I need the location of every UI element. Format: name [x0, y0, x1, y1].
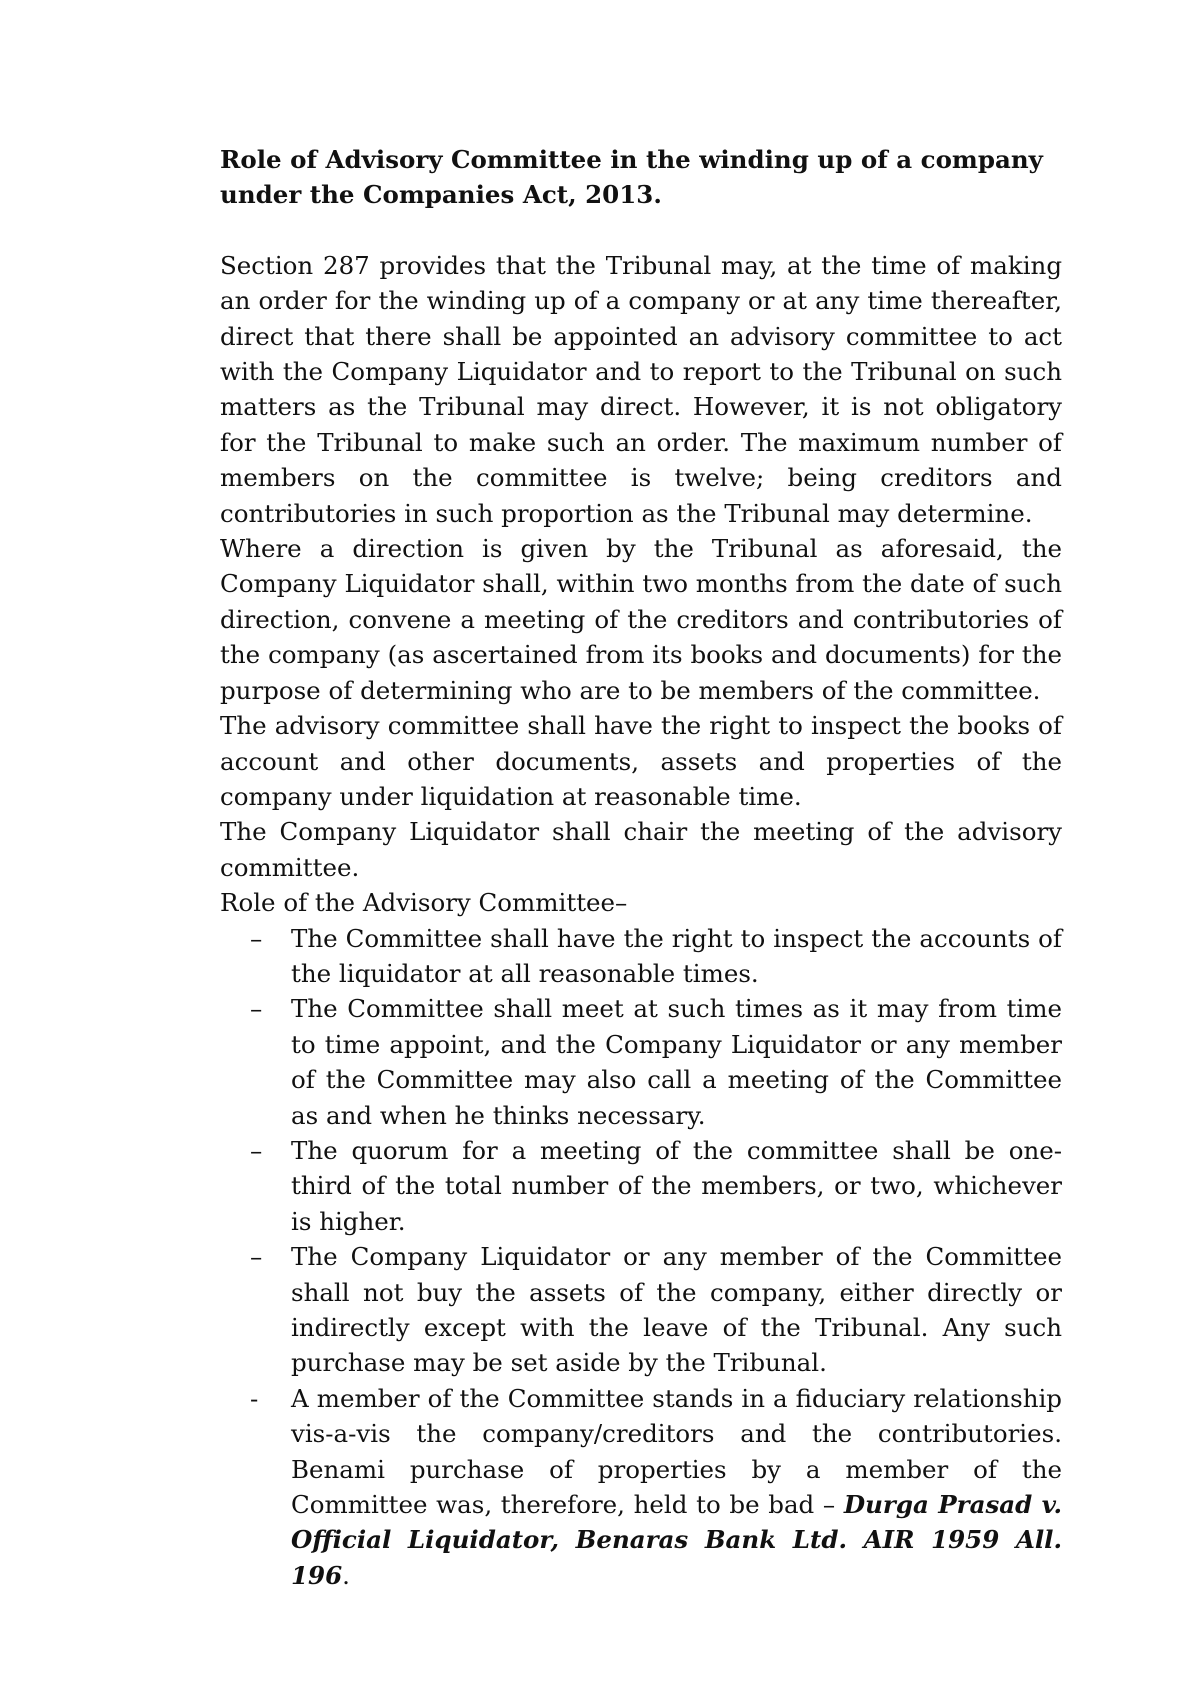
- list-item: [220, 921, 1062, 992]
- paragraph-section-287: Section 287 provides that the Tribunal may, at the time of making an order for the winding up of a company or at any time thereafter, direct that there shall be appointed an advisory committee to act with the Company Liquidator and to report to the Tribunal on such matters as the Tribunal may direct. However, it is not obligatory for the Tribunal to make such an order. The maximum number of members on the committee is twelve; being creditors and contributories in such proportion as the Tribunal may determine.: [220, 250, 1062, 528]
- list-item-text: The Committee shall have the right to inspect the accounts of the liquidator at all reasonable times.: [291, 923, 1062, 988]
- paragraph-inspection-right: The advisory committee shall have the right to inspect the books of account and other documents, assets and properties of the company under liquidation at reasonable time.: [220, 711, 1062, 811]
- list-item: [220, 991, 1062, 1133]
- list-item: [220, 1133, 1062, 1239]
- list-item-text: The quorum for a meeting of the committee shall be one-third of the total number of the members, or two, whichever is higher.: [291, 1135, 1062, 1236]
- dash-bullet: –: [250, 1242, 263, 1272]
- sentence-end: .: [342, 1560, 350, 1590]
- roles-heading: Role of the Advisory Committee–: [220, 888, 628, 918]
- list-item-text: The Company Liquidator or any member of the Committee shall not buy the assets of the company, either directly or indirectly except with the leave of the Tribunal. Any such purchase may be set aside by the Tribunal.: [291, 1242, 1062, 1378]
- list-item: [220, 1381, 1062, 1593]
- dash-bullet: –: [250, 1135, 263, 1165]
- dash-bullet: –: [250, 923, 263, 953]
- list-item-text: The Committee shall meet at such times as it may from time to time appoint, and the Company Liquidator or any member of the Committee may also call a meeting of the Committee as and when he thinks necessary.: [291, 994, 1062, 1130]
- dash-bullet: -: [250, 1383, 259, 1413]
- list-item: [220, 1239, 1062, 1381]
- document-title: Role of Advisory Committee in the winding up of a company under the Companies Act, 2013.: [220, 145, 1043, 210]
- blank-line: [220, 213, 1062, 248]
- case-citation: Durga Prasad v. Official Liquidator, Benaras Bank Ltd. AIR 1959 All. 196: [291, 1490, 1062, 1590]
- document-page: [220, 142, 1062, 1593]
- roles-list: [220, 921, 1062, 1594]
- paragraph-chair: The Company Liquidator shall chair the meeting of the advisory committee.: [220, 817, 1062, 882]
- list-item-text: A member of the Committee stands in a fiduciary relationship vis-a-vis the company/creditors and the contributories. Benami purchase of properties by a member of the Committee was, therefore, held to be bad –: [291, 1383, 1062, 1520]
- dash-bullet: –: [250, 994, 263, 1024]
- paragraph-direction: Where a direction is given by the Tribunal as aforesaid, the Company Liquidator shall, within two months from the date of such direction, convene a meeting of the creditors and contributories of the company (as ascertained from its books and documents) for the purpose of determining who are to be members of the committee.: [220, 534, 1062, 705]
